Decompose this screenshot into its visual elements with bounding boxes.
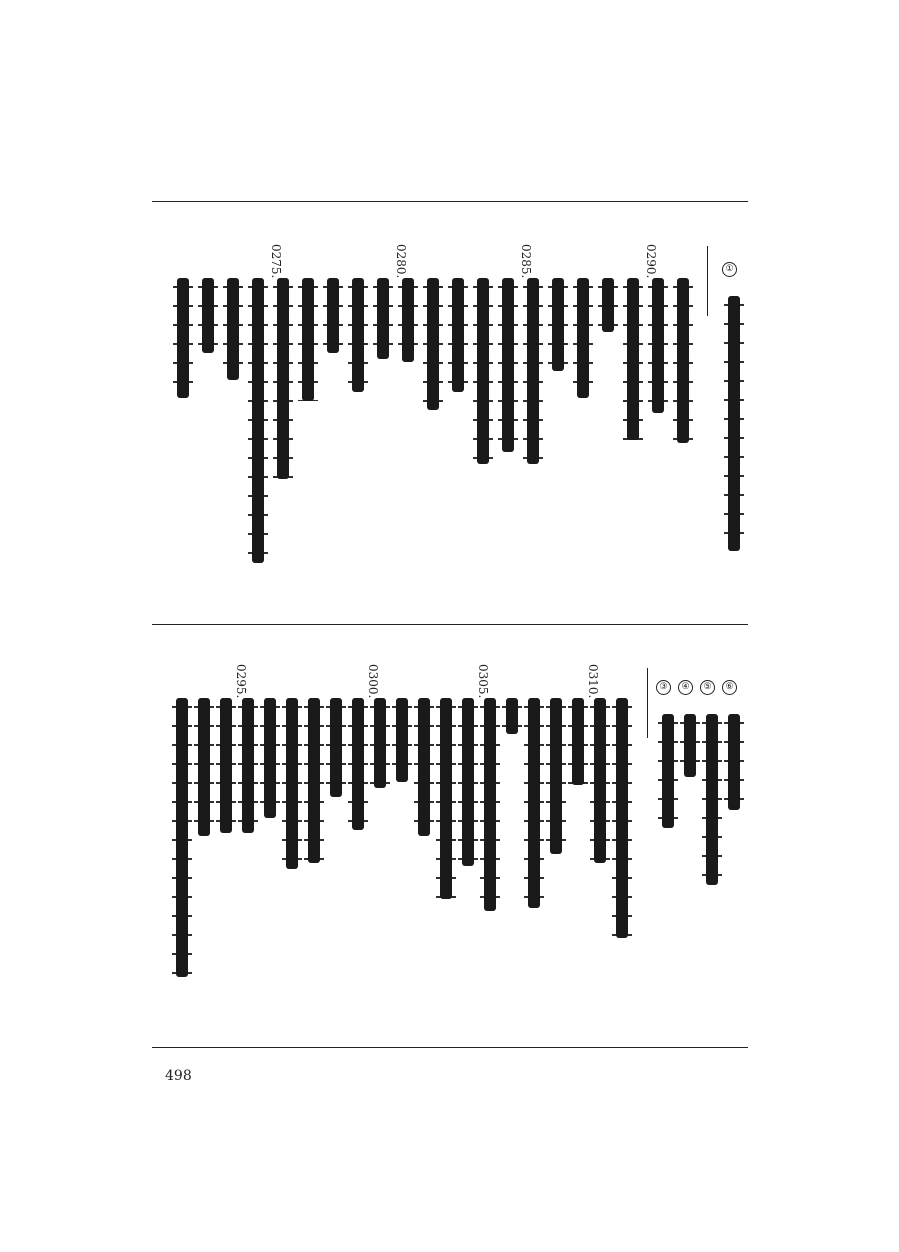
footnote-marker: ① [722, 262, 737, 277]
mongolian-text-line [527, 278, 539, 464]
mongolian-text-line [728, 714, 740, 810]
mongolian-text-line [728, 296, 740, 551]
line-number: 0300. [366, 664, 380, 699]
line-number: 0290. [644, 244, 658, 279]
upper-footnote-rule [707, 246, 708, 316]
mongolian-text-line [327, 278, 339, 353]
mongolian-text-line [477, 278, 489, 464]
footnote-marker: ④ [678, 680, 693, 695]
mongolian-text-line [308, 698, 320, 863]
footnote-marker: ⑥ [722, 680, 737, 695]
mongolian-text-line [198, 698, 210, 836]
line-number: 0305. [476, 664, 490, 699]
middle-rule [152, 624, 748, 625]
line-number: 0280. [394, 244, 408, 279]
mongolian-text-line [677, 278, 689, 443]
line-number: 0275. [269, 244, 283, 279]
mongolian-text-line [377, 278, 389, 359]
mongolian-text-line [602, 278, 614, 332]
mongolian-text-line [286, 698, 298, 869]
top-rule [152, 201, 748, 202]
footnote-marker: ⑤ [700, 680, 715, 695]
mongolian-text-line [552, 278, 564, 371]
mongolian-text-line [352, 278, 364, 392]
mongolian-text-line [220, 698, 232, 833]
mongolian-text-line [440, 698, 452, 899]
mongolian-text-line [627, 278, 639, 440]
bottom-rule [152, 1047, 748, 1048]
mongolian-text-line [506, 698, 518, 734]
line-number: 0310. [586, 664, 600, 699]
mongolian-text-line [396, 698, 408, 782]
mongolian-text-line [462, 698, 474, 866]
mongolian-text-line [684, 714, 696, 777]
mongolian-text-line [550, 698, 562, 854]
mongolian-text-line [502, 278, 514, 452]
mongolian-text-line [452, 278, 464, 392]
mongolian-text-line [652, 278, 664, 413]
mongolian-text-line [572, 698, 584, 785]
mongolian-text-line [484, 698, 496, 911]
mongolian-text-line [706, 714, 718, 885]
mongolian-text-line [418, 698, 430, 836]
mongolian-text-line [252, 278, 264, 563]
mongolian-text-line [277, 278, 289, 479]
line-number: 0285. [519, 244, 533, 279]
mongolian-text-line [177, 278, 189, 398]
mongolian-text-line [594, 698, 606, 863]
mongolian-text-line [402, 278, 414, 362]
mongolian-text-line [352, 698, 364, 830]
mongolian-text-line [427, 278, 439, 410]
mongolian-text-line [528, 698, 540, 908]
mongolian-text-line [176, 698, 188, 977]
mongolian-text-line [577, 278, 589, 398]
mongolian-text-line [264, 698, 276, 818]
mongolian-text-line [302, 278, 314, 401]
mongolian-text-line [374, 698, 386, 788]
lower-footnote-rule [647, 668, 648, 738]
mongolian-text-line [227, 278, 239, 380]
footnote-marker: ③ [656, 680, 671, 695]
page-number: 498 [165, 1068, 192, 1084]
mongolian-text-line [662, 714, 674, 828]
mongolian-text-line [616, 698, 628, 938]
line-number: 0295. [234, 664, 248, 699]
mongolian-text-line [242, 698, 254, 833]
mongolian-text-line [330, 698, 342, 797]
mongolian-text-line [202, 278, 214, 353]
